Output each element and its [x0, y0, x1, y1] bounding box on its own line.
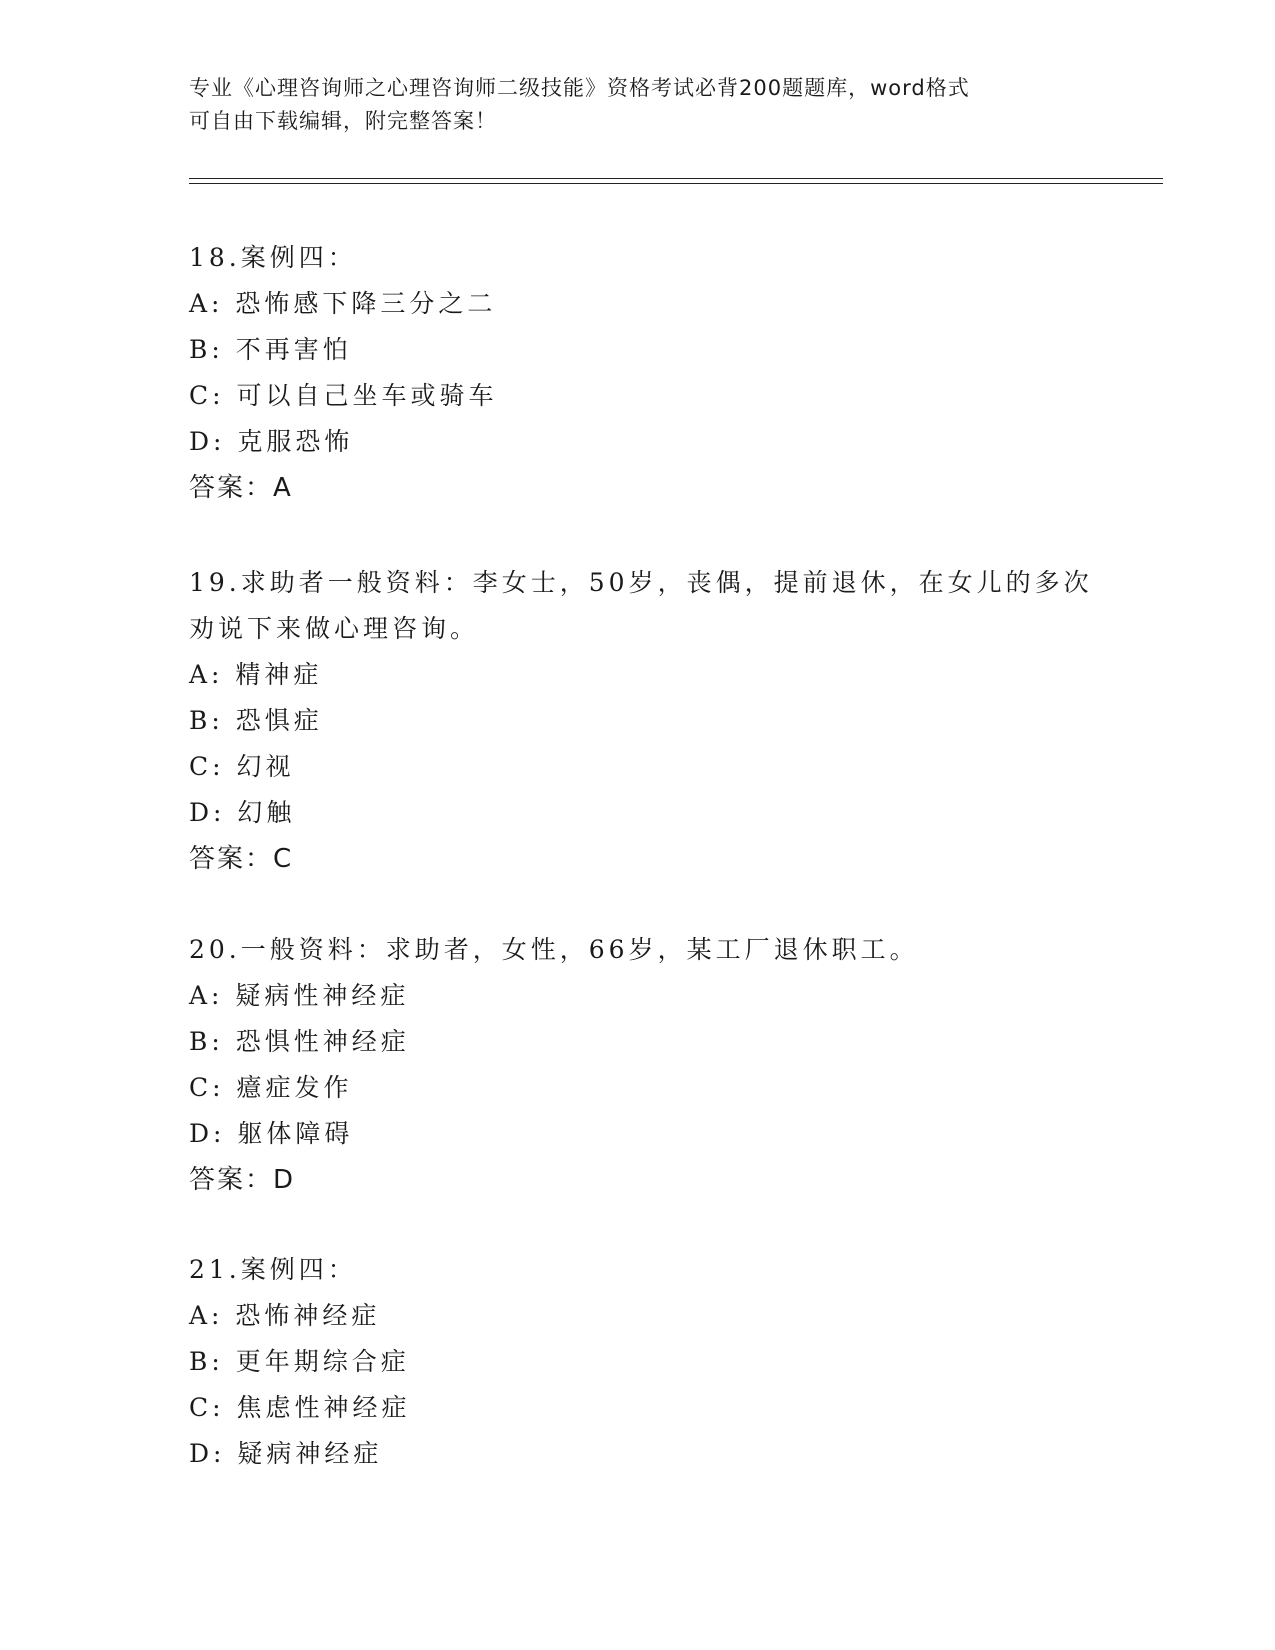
stem-line: 18.案例四：	[189, 243, 357, 272]
option-a: A: 疑病性神经症	[189, 981, 410, 1010]
header-line-1: 专业《心理咨询师之心理咨询师二级技能》资格考试必背200题题库，word格式	[189, 76, 970, 100]
question-21	[189, 1247, 1109, 1477]
question-stem	[189, 235, 1109, 281]
stem-line: 劝说下来做心理咨询。	[189, 614, 480, 643]
option-c: C: 幻视	[189, 752, 295, 781]
question-18	[189, 235, 1109, 511]
option-a: A: 精神症	[189, 660, 323, 689]
question-20	[189, 927, 1109, 1203]
option-b: B: 不再害怕	[189, 335, 352, 364]
option-b: B: 恐惧症	[189, 706, 323, 735]
question-19	[189, 560, 1109, 882]
option-b: B: 更年期综合症	[189, 1347, 410, 1376]
header-divider-bottom	[189, 183, 1163, 184]
option-c: C: 可以自己坐车或骑车	[189, 381, 498, 410]
answer-line: 答案：D	[189, 1165, 296, 1195]
stem-line: 21.案例四：	[189, 1255, 357, 1284]
stem-line: 20.一般资料：求助者，女性，66岁，某工厂退休职工。	[189, 935, 919, 964]
option-c: C: 焦虑性神经症	[189, 1393, 411, 1422]
answer-line: 答案：A	[189, 473, 293, 503]
answer-line: 答案：C	[189, 844, 294, 874]
option-d: D: 躯体障碍	[189, 1119, 354, 1148]
stem-line: 19.求助者一般资料：李女士，50岁，丧偶，提前退休，在女儿的多次	[189, 568, 1093, 597]
option-d: D: 疑病神经症	[189, 1439, 383, 1468]
header-line-2: 可自由下载编辑，附完整答案！	[189, 109, 497, 133]
question-stem	[189, 927, 1109, 973]
option-d: D: 幻触	[189, 798, 296, 827]
option-c: C: 癔症发作	[189, 1073, 353, 1102]
question-stem	[189, 1247, 1109, 1293]
option-d: D: 克服恐怖	[189, 427, 354, 456]
option-a: A: 恐怖神经症	[189, 1301, 381, 1330]
option-a: A: 恐怖感下降三分之二	[189, 289, 497, 318]
option-b: B: 恐惧性神经症	[189, 1027, 410, 1056]
question-stem	[189, 560, 1109, 652]
header-divider-top	[189, 178, 1163, 179]
document-header	[189, 72, 1089, 138]
